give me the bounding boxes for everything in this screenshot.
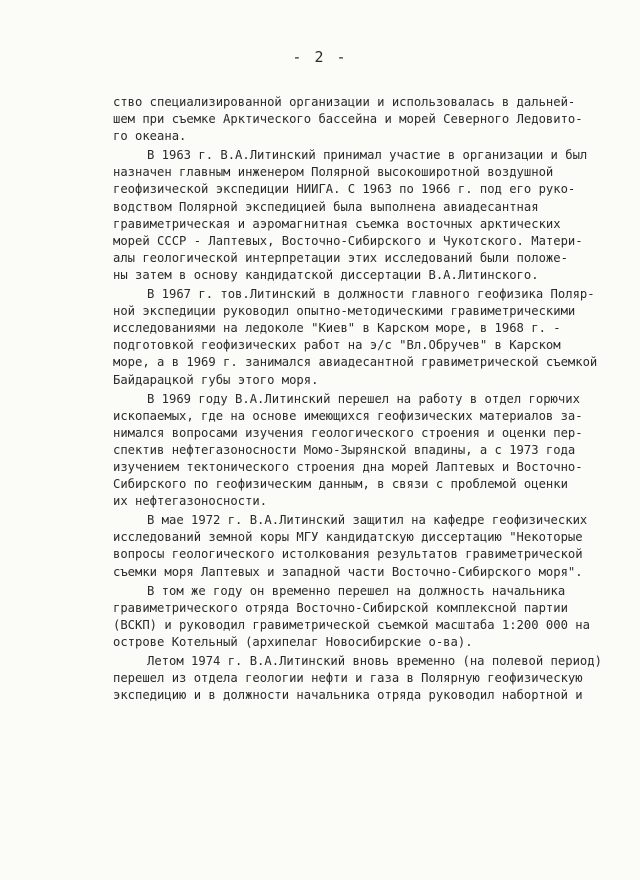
paragraph	[113, 391, 625, 511]
paragraph	[113, 583, 625, 651]
text-line: ископаемых, где на основе имеющихся геофизических материалов за-	[113, 408, 583, 423]
text-line: изучением тектонического строения дна морей Лаптевых и Восточно-	[113, 459, 583, 474]
text-line: назначен главным инженером Полярной высокоширотной воздушной	[113, 165, 554, 180]
text-line: водством Полярной экспедицией была выполнена авиадесантная	[113, 199, 539, 214]
text-line: перешел из отдела геологии нефти и газа в Полярную геофизическую	[113, 671, 583, 686]
text-line: шем при съемке Арктического бассейна и морей Северного Ледовито-	[113, 112, 583, 127]
text-line: съемки моря Лаптевых и западной части Восточно-Сибирского моря".	[113, 564, 583, 579]
text-line: В 1967 г. тов.Литинский в должности главного геофизика Поляр-	[147, 287, 595, 302]
text-line: нимался вопросами изучения геологического строения и оценки пер-	[113, 425, 583, 440]
text-line: морей СССР - Лаптевых, Восточно-Сибирского и Чукотского. Матери-	[113, 233, 583, 248]
paragraph	[113, 286, 625, 389]
text-line: ство специализированной организации и использовалась в дальней-	[113, 95, 576, 109]
text-line: геофизической экспедиции НИИГА. С 1963 по 1966 г. под его руко-	[113, 182, 576, 197]
text-line: гравиметрического отряда Восточно-Сибирской комплексной партии	[113, 600, 568, 615]
text-line: спектив нефтегазоносности Момо-Зырянской впадины, а с 1973 года	[113, 442, 576, 457]
text-line: море, а в 1969 г. занимался авиадесантной гравиметрической съемкой	[113, 355, 598, 370]
paragraph	[113, 653, 625, 704]
text-line: ны затем в основу кандидатской диссертации В.А.Литинского.	[113, 267, 539, 282]
paragraph	[113, 94, 625, 145]
text-line: В том же году он временно перешел на должность начальника	[147, 583, 566, 598]
page-number: - 2 -	[292, 48, 348, 66]
text-line: В мае 1972 г. В.А.Литинский защитил на кафедре геофизических	[147, 513, 588, 528]
text-line: острове Котельный (архипелаг Новосибирские о-ва).	[113, 634, 473, 649]
text-line: Байдарацкой губы этого моря.	[113, 372, 319, 387]
text-line: исследований земной коры МГУ кандидатскую диссертацию "Некоторые	[113, 530, 583, 545]
text-line: го океана.	[113, 129, 187, 144]
text-line: Сибирского по геофизическим данным, в связи с проблемой оценки	[113, 477, 568, 492]
text-line: Летом 1974 г. В.А.Литинский вновь временно (на полевой период)	[147, 654, 602, 668]
text-line: гравиметрическая и аэромагнитная съемка восточных арктических	[113, 216, 561, 231]
text-line: В 1963 г. В.А.Литинский принимал участие в организации и был	[147, 148, 588, 163]
text-line: ной экспедиции руководил опытно-методическими гравиметрическими	[113, 304, 576, 319]
text-line: В 1969 году В.А.Литинский перешел на работу в отдел горючих	[147, 391, 580, 406]
text-line: (ВСКП) и руководил гравиметрической съемкой масштаба 1:200 000 на	[113, 617, 590, 632]
text-line: алы геологической интерпретации этих исследований были положе-	[113, 250, 568, 265]
paragraph	[113, 512, 625, 580]
text-line: их нефтегазоносности.	[113, 494, 268, 509]
paragraph	[113, 147, 625, 284]
text-line: вопросы геологического истолкования результатов гравиметрической	[113, 547, 583, 562]
text-line: экспедицию и в должности начальника отряда руководил набортной и	[113, 688, 583, 703]
body-text	[113, 94, 625, 706]
text-line: подготовкой геофизических работ на э/с "Вл.Обручев" в Карском	[113, 338, 561, 353]
text-line: исследованиями на ледоколе "Киев" в Карском море, в 1968 г. -	[113, 321, 561, 336]
